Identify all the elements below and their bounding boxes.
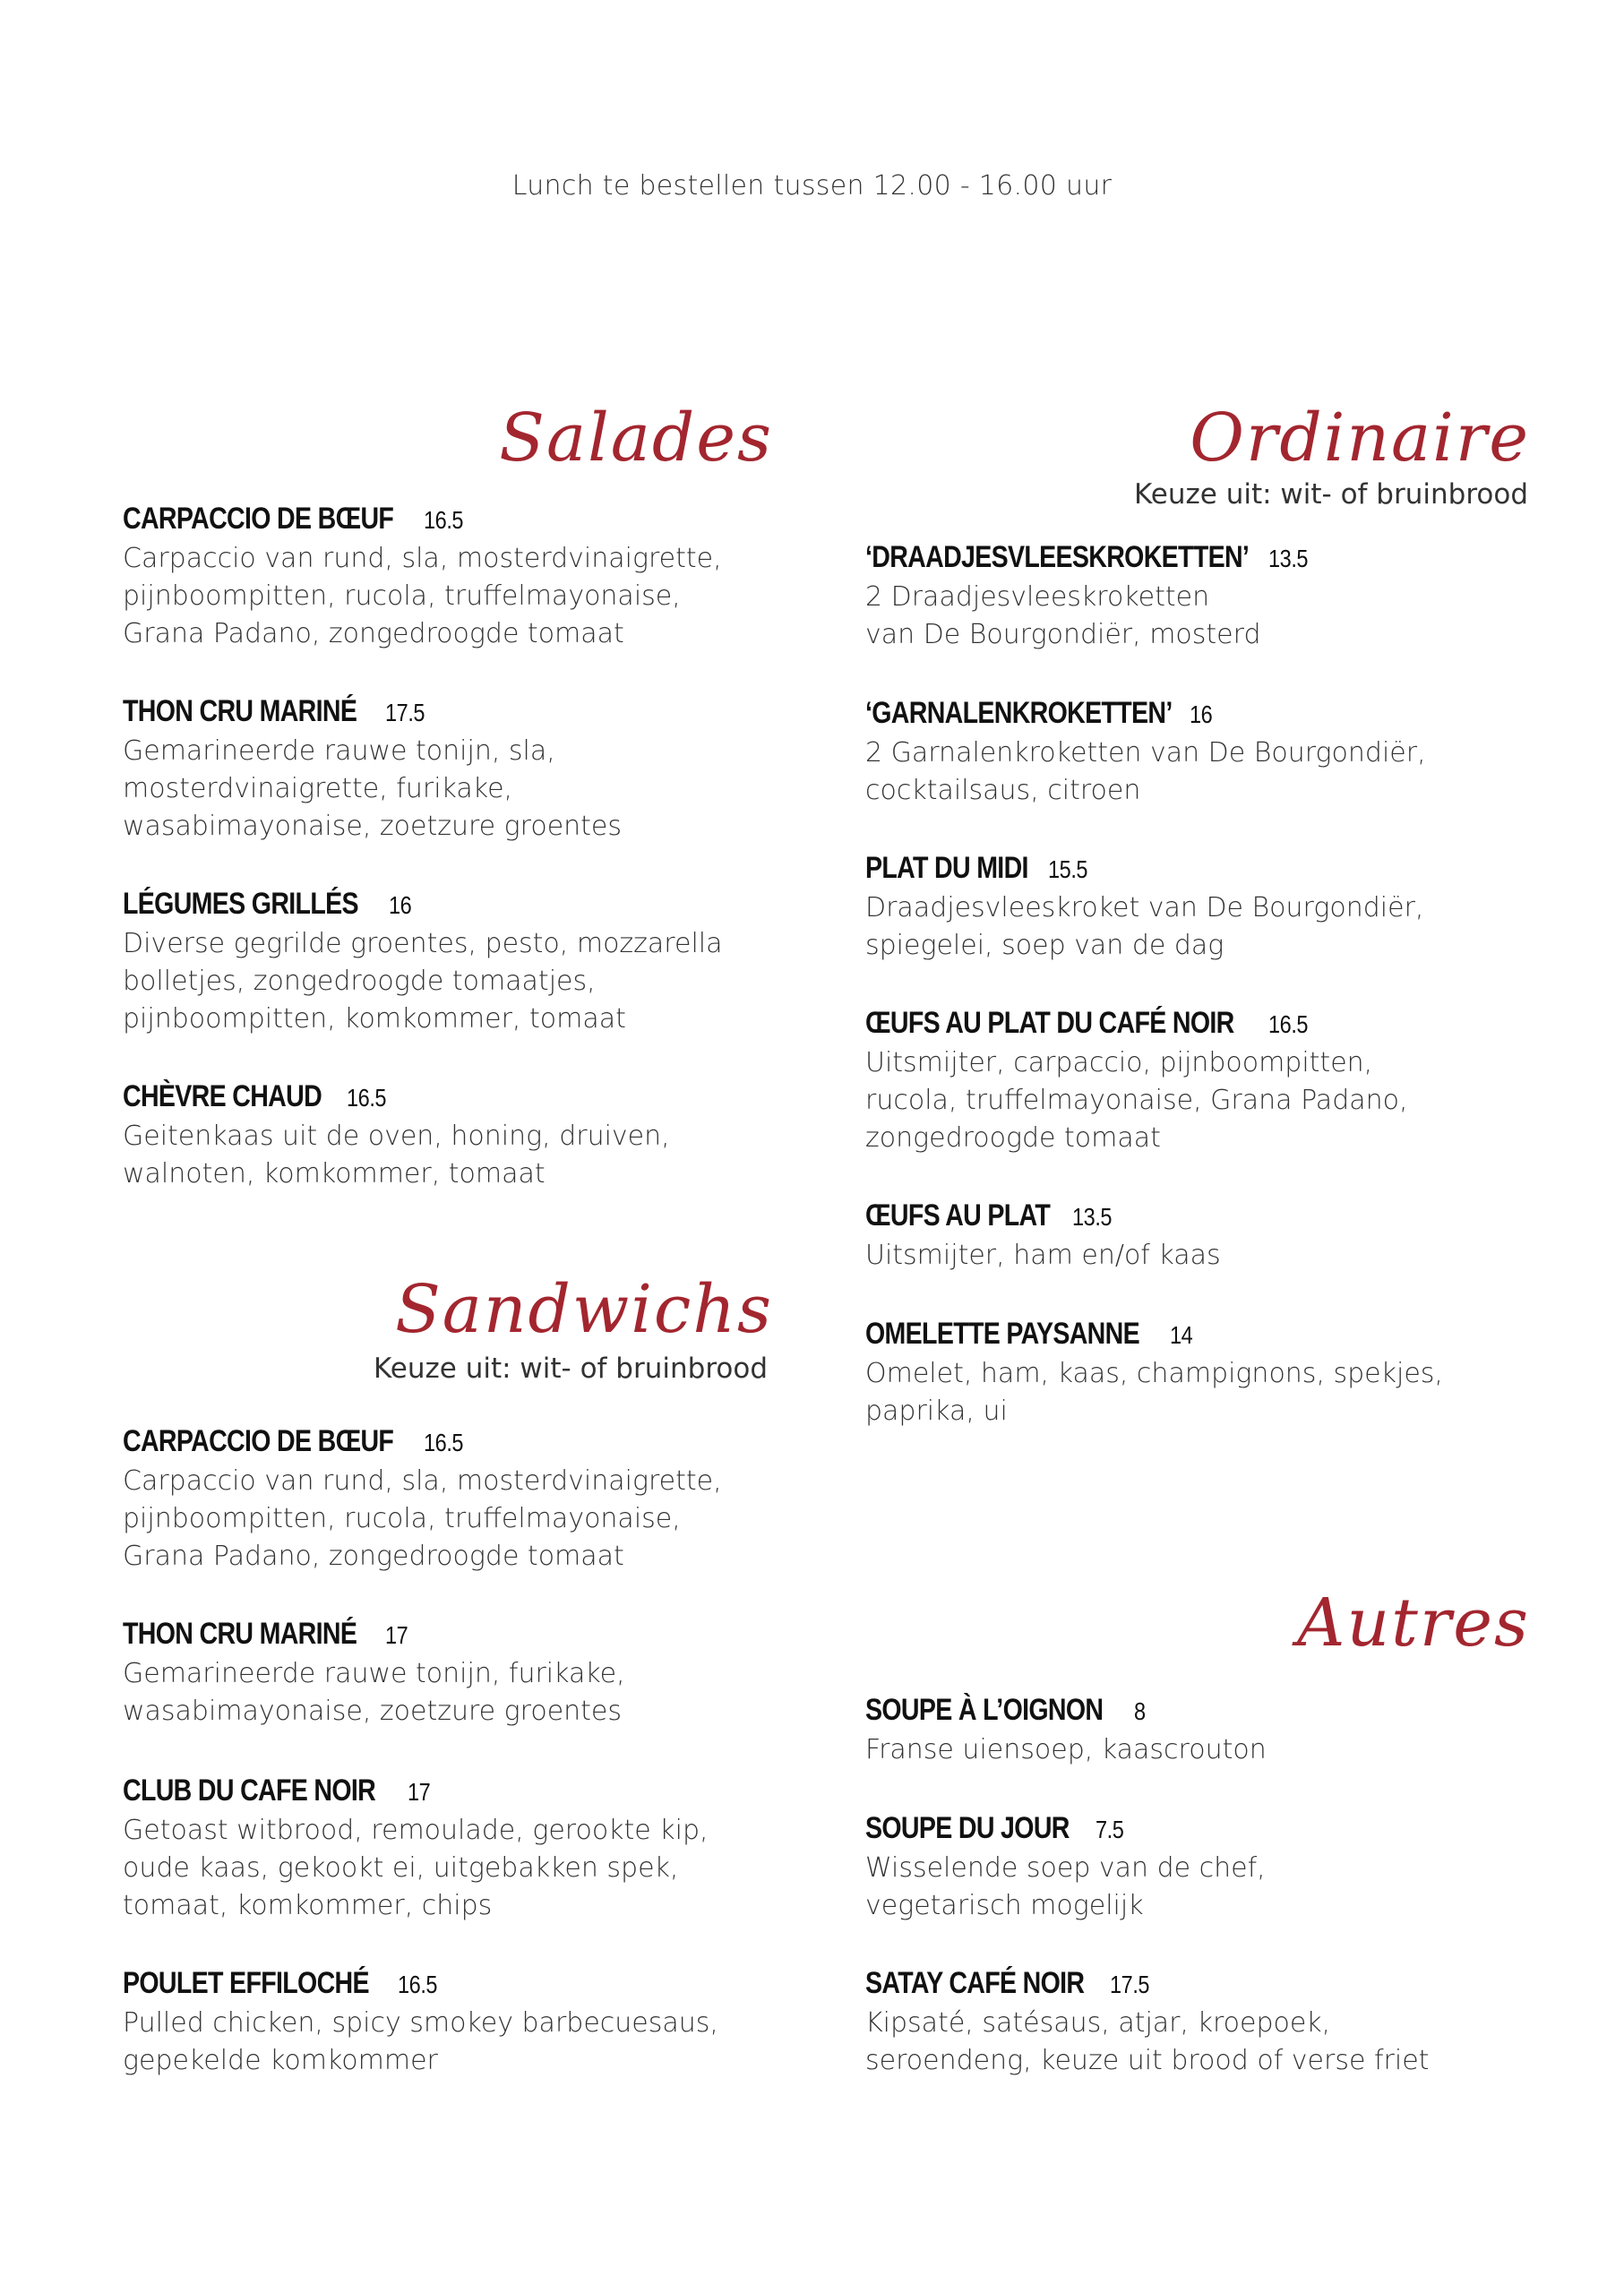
item-price: 16.5 bbox=[398, 1971, 438, 1998]
item-description bbox=[123, 925, 723, 1038]
item-price: 16.5 bbox=[347, 1084, 387, 1112]
desc-line: zongedroogde tomaat bbox=[865, 1122, 1161, 1154]
item-description bbox=[865, 1355, 1443, 1430]
desc-line: wasabimayonaise, zoetzure groentes bbox=[123, 1696, 623, 1727]
salades-title: Salades bbox=[499, 399, 773, 477]
desc-line: Omelet, ham, kaas, champignons, spekjes, bbox=[865, 1358, 1443, 1389]
menu-item bbox=[123, 502, 722, 653]
menu-item bbox=[123, 694, 622, 846]
item-name: SATAY CAFÉ NOIR bbox=[865, 1966, 1085, 2000]
item-description bbox=[865, 579, 1315, 654]
item-price: 8 bbox=[1133, 1697, 1146, 1725]
item-description bbox=[865, 1731, 1267, 1769]
item-description bbox=[123, 1463, 722, 1576]
item-name: CARPACCIO DE BŒUF bbox=[123, 1424, 394, 1458]
item-price: 13.5 bbox=[1072, 1203, 1113, 1231]
desc-line: 2 Garnalenkroketten van De Bourgondiër, bbox=[865, 737, 1426, 769]
item-price: 16.5 bbox=[423, 506, 463, 534]
item-price: 7.5 bbox=[1096, 1816, 1124, 1843]
item-description bbox=[865, 1850, 1266, 1925]
item-price: 16 bbox=[388, 891, 412, 919]
menu-item bbox=[865, 1966, 1429, 2080]
item-name: CHÈVRE CHAUD bbox=[123, 1079, 322, 1113]
desc-line: Carpaccio van rund, sla, mosterdvinaigrette, bbox=[123, 1465, 722, 1497]
desc-line: Gemarineerde rauwe tonijn, sla, bbox=[123, 735, 555, 767]
desc-line: Grana Padano, zongedroogde tomaat bbox=[123, 618, 624, 649]
menu-item bbox=[123, 1966, 718, 2080]
desc-line: oude kaas, gekookt ei, uitgebakken spek, bbox=[123, 1852, 679, 1884]
desc-line: Getoast witbrood, remoulade, gerookte kip, bbox=[123, 1815, 709, 1846]
item-description bbox=[865, 734, 1426, 810]
desc-line: van De Bourgondiër, mosterd bbox=[865, 619, 1261, 650]
item-name: ŒUFS AU PLAT bbox=[865, 1198, 1051, 1232]
desc-line: bolletjes, zongedroogde tomaatjes, bbox=[123, 966, 596, 997]
item-description bbox=[123, 1118, 670, 1193]
item-description bbox=[123, 540, 722, 653]
desc-line: spiegelei, soep van de dag bbox=[865, 930, 1224, 961]
item-description bbox=[865, 1237, 1221, 1275]
item-price: 13.5 bbox=[1267, 545, 1308, 572]
desc-line: seroendeng, keuze uit brood of verse friet bbox=[865, 2045, 1430, 2076]
desc-line: vegetarisch mogelijk bbox=[865, 1890, 1144, 1921]
sandwichs-subtitle: Keuze uit: wit- of bruinbrood bbox=[374, 1353, 768, 1385]
item-description bbox=[123, 1812, 709, 1925]
menu-item bbox=[865, 1811, 1266, 1925]
desc-line: Grana Padano, zongedroogde tomaat bbox=[123, 1541, 624, 1572]
ordinaire-title: Ordinaire bbox=[1190, 399, 1530, 477]
desc-line: Gemarineerde rauwe tonijn, furikake, bbox=[123, 1658, 625, 1689]
menu-item bbox=[123, 1079, 670, 1193]
item-price: 16.5 bbox=[423, 1429, 463, 1456]
desc-line: Uitsmijter, ham en/of kaas bbox=[865, 1240, 1221, 1271]
item-price: 16 bbox=[1189, 700, 1213, 728]
desc-line: pijnboompitten, rucola, truffelmayonaise, bbox=[123, 580, 681, 612]
item-name: ‘GARNALENKROKETTEN’ bbox=[865, 696, 1173, 730]
menu-item bbox=[123, 1617, 625, 1730]
desc-line: cocktailsaus, citroen bbox=[865, 775, 1141, 806]
desc-line: mosterdvinaigrette, furikake, bbox=[123, 773, 513, 804]
item-name: THON CRU MARINÉ bbox=[123, 694, 357, 728]
item-name: LÉGUMES GRILLÉS bbox=[123, 887, 358, 921]
menu-item bbox=[123, 1773, 709, 1925]
item-name: SOUPE DU JOUR bbox=[865, 1811, 1070, 1845]
item-price: 17.5 bbox=[1109, 1971, 1150, 1998]
menu-item bbox=[123, 1424, 722, 1576]
desc-line: Geitenkaas uit de oven, honing, druiven, bbox=[123, 1121, 670, 1152]
desc-line: Diverse gegrilde groentes, pesto, mozzarella bbox=[123, 928, 723, 959]
menu-item bbox=[865, 1006, 1408, 1157]
menu-item bbox=[865, 540, 1315, 654]
item-price: 17.5 bbox=[384, 699, 425, 726]
item-description bbox=[123, 1655, 625, 1730]
item-name: OMELETTE PAYSANNE bbox=[865, 1317, 1139, 1351]
desc-line: Pulled chicken, spicy smokey barbecuesaus, bbox=[123, 2007, 718, 2039]
desc-line: paprika, ui bbox=[865, 1396, 1008, 1427]
item-description bbox=[865, 889, 1423, 965]
item-price: 14 bbox=[1170, 1321, 1193, 1349]
item-name: CARPACCIO DE BŒUF bbox=[123, 502, 394, 536]
desc-line: Uitsmijter, carpaccio, pijnboompitten, bbox=[865, 1047, 1373, 1078]
item-price: 15.5 bbox=[1048, 855, 1088, 883]
desc-line: pijnboompitten, rucola, truffelmayonaise, bbox=[123, 1503, 681, 1534]
desc-line: rucola, truffelmayonaise, Grana Padano, bbox=[865, 1085, 1408, 1116]
item-name: THON CRU MARINÉ bbox=[123, 1617, 357, 1651]
desc-line: wasabimayonaise, zoetzure groentes bbox=[123, 811, 623, 842]
desc-line: Franse uiensoep, kaascrouton bbox=[865, 1734, 1267, 1765]
item-name: SOUPE À L’OIGNON bbox=[865, 1693, 1104, 1727]
lunch-hours-note: Lunch te bestellen tussen 12.00 - 16.00 uur bbox=[511, 170, 1113, 202]
desc-line: Wisselende soep van de chef, bbox=[865, 1852, 1266, 1884]
ordinaire-subtitle: Keuze uit: wit- of bruinbrood bbox=[1134, 478, 1528, 511]
item-description bbox=[865, 1044, 1408, 1157]
desc-line: Carpaccio van rund, sla, mosterdvinaigrette, bbox=[123, 543, 722, 574]
desc-line: Draadjesvleeskroket van De Bourgondiër, bbox=[865, 892, 1424, 923]
item-price: 16.5 bbox=[1267, 1010, 1309, 1038]
item-price: 17 bbox=[384, 1621, 408, 1649]
item-description bbox=[123, 733, 622, 846]
item-description bbox=[123, 2005, 718, 2080]
menu-item bbox=[123, 887, 723, 1038]
sandwichs-title: Sandwichs bbox=[395, 1271, 773, 1348]
desc-line: walnoten, komkommer, tomaat bbox=[123, 1158, 546, 1189]
item-price: 17 bbox=[407, 1778, 431, 1806]
item-name: ŒUFS AU PLAT DU CAFÉ NOIR bbox=[865, 1006, 1234, 1040]
menu-item bbox=[865, 1693, 1267, 1769]
item-name: ‘DRAADJESVLEESKROKETTEN’ bbox=[865, 540, 1250, 574]
desc-line: 2 Draadjesvleeskroketten bbox=[865, 581, 1210, 613]
menu-item bbox=[865, 696, 1426, 810]
desc-line: Kipsaté, satésaus, atjar, kroepoek, bbox=[865, 2007, 1331, 2039]
autres-title: Autres bbox=[1297, 1584, 1530, 1662]
menu-item bbox=[865, 851, 1423, 965]
menu-item bbox=[865, 1317, 1443, 1430]
menu-item bbox=[865, 1198, 1221, 1275]
item-description bbox=[865, 2005, 1429, 2080]
item-name: POULET EFFILOCHÉ bbox=[123, 1966, 369, 2000]
desc-line: pijnboompitten, komkommer, tomaat bbox=[123, 1003, 626, 1035]
item-name: CLUB DU CAFE NOIR bbox=[123, 1773, 376, 1808]
desc-line: tomaat, komkommer, chips bbox=[123, 1890, 493, 1921]
desc-line: gepekelde komkommer bbox=[123, 2045, 438, 2076]
item-name: PLAT DU MIDI bbox=[865, 851, 1028, 885]
